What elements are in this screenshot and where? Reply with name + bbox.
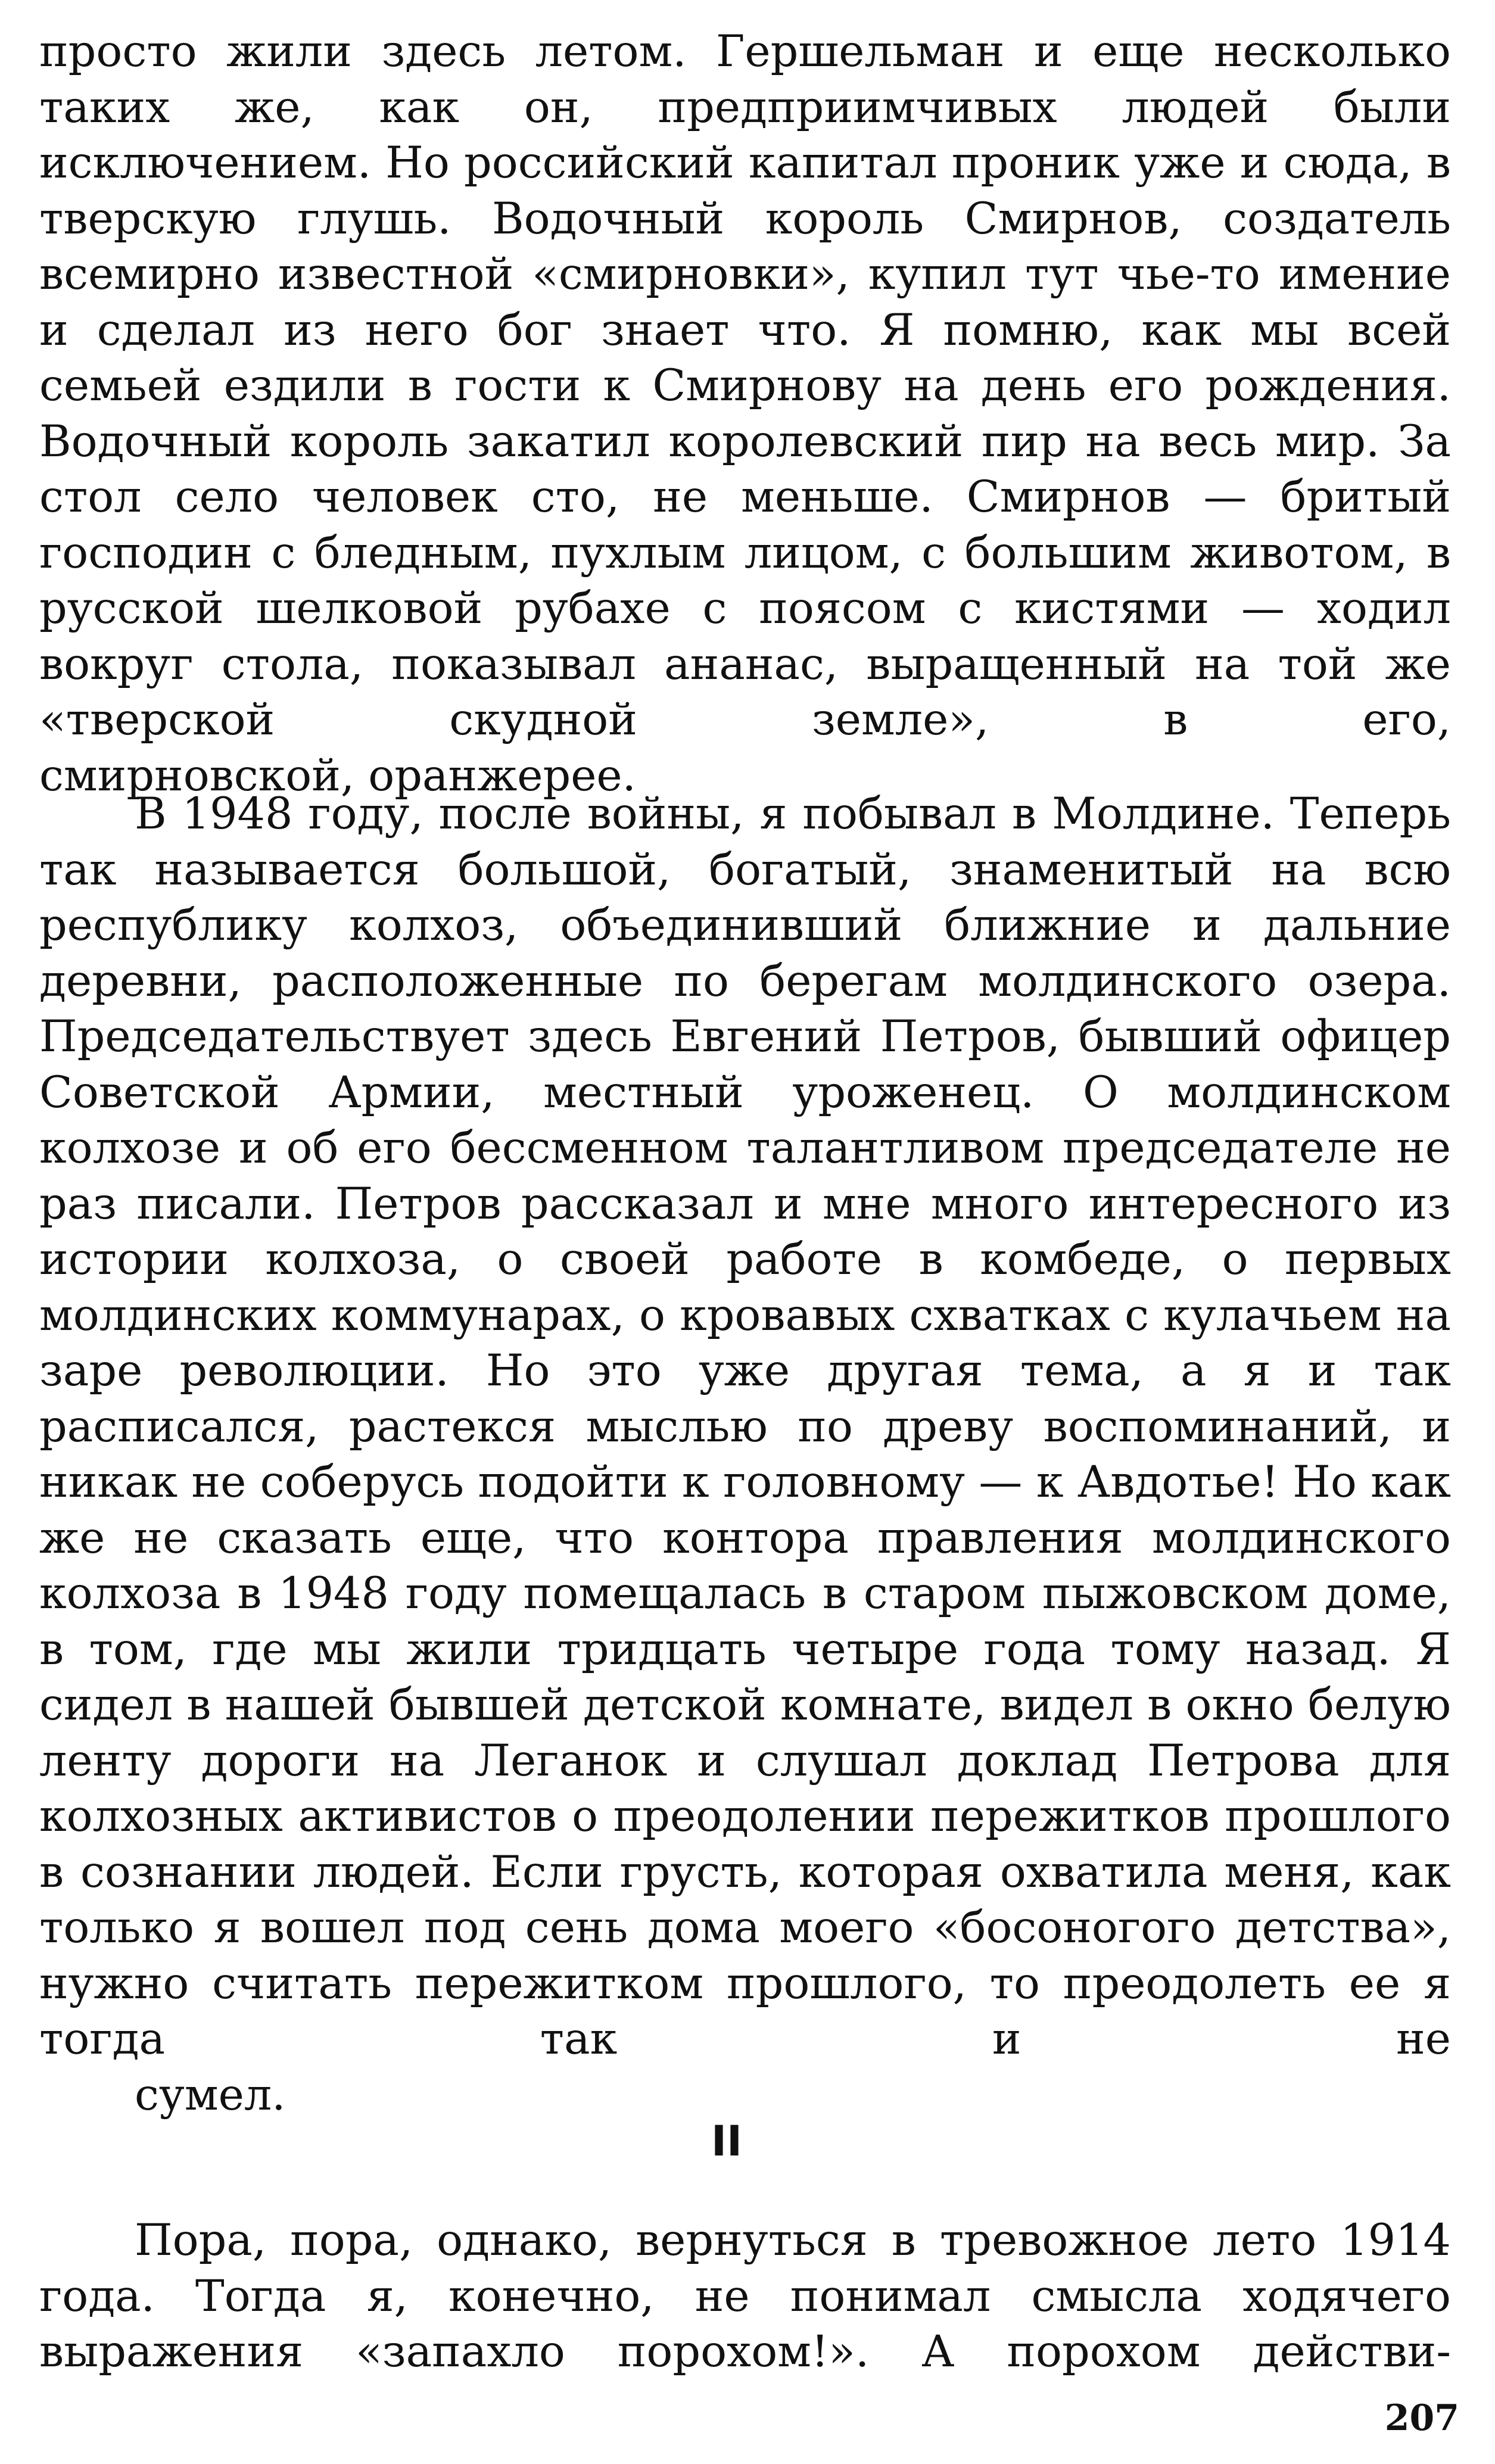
paragraph-last-line: смирновской, оранжерее. bbox=[39, 750, 636, 801]
paragraph-block-1 bbox=[39, 24, 1451, 803]
paragraph-text: Пора, пора, однако, вернуться в тревожное лето 1914 года. Тогда я, конечно, не понимал смысла ходячего выражения «запахло порохом!». А порохом действи- bbox=[39, 2215, 1451, 2377]
section-heading-number: II bbox=[711, 2117, 743, 2166]
paragraph-block-3 bbox=[39, 2213, 1451, 2380]
paragraph-moldino-1948 bbox=[39, 786, 1451, 2123]
paragraph-smirnov bbox=[39, 24, 1451, 803]
paragraph-text: просто жили здесь летом. Гершельман и еще несколько таких же, как он, предприимчивых людей были исключением. Но российский капитал проник уже и сюда, в тверскую глушь. Водочный король Смирнов, создатель всемирно известной «смирновки», купил тут чье-то имение и сделал из него бог знает что. Я помню, как мы всей семьей ездили в гости к Смирнову на день его рождения. Водочный король закатил королевский пир на весь мир. За стол село человек сто, не меньше. Смирнов — бритый господин с бледным, пухлым лицом, с большим животом, в русской шелковой рубахе с поясом с кистями — ходил вокруг стола, показывал ананас, выращенный на той же «тверской скудной земле», в его, bbox=[39, 26, 1451, 745]
page-number: 207 bbox=[1384, 2397, 1459, 2439]
paragraph-text: В 1948 году, после войны, я побывал в Молдине. Теперь так называется большой, богатый, знаменитый на всю республику колхоз, объединивший ближние и дальние деревни, расположенные по берегам молдинского озера. Председательствует здесь Евгений Петров, бывший офицер Советской Армии, местный уроженец. О молдинском колхозе и об его бессменном талантливом председателе не раз писали. Петров рассказал и мне много интересного из истории колхоза, о своей работе в комбеде, о первых молдинских коммунарах, о кровавых схватках с кулачьем на заре революции. Но это уже другая тема, а я и так расписался, растекся мыслью по древу воспоминаний, и никак не соберусь подойти к головному — к Авдотье! Но как же не сказать еще, что контора правления молдинского колхоза в 1948 году помещалась в старом пыжовском доме, в том, где мы жили тридцать четыре года тому назад. Я сидел в нашей бывшей детской комнате, видел в окно белую ленту дороги на Леганок и слушал доклад Петрова для колхозных активистов о преодолении пережитков прошлого в сознании людей. Если грусть, которая охватила меня, как только я вошел под сень дома моего «босоногого детства», нужно считать пережитком прошлого, то преодолеть ее я тогда так и не bbox=[39, 789, 1451, 2064]
paragraph-last-line: сумел. bbox=[135, 2069, 286, 2120]
paragraph-block-2 bbox=[39, 786, 1451, 2123]
paragraph-1914 bbox=[39, 2213, 1451, 2380]
